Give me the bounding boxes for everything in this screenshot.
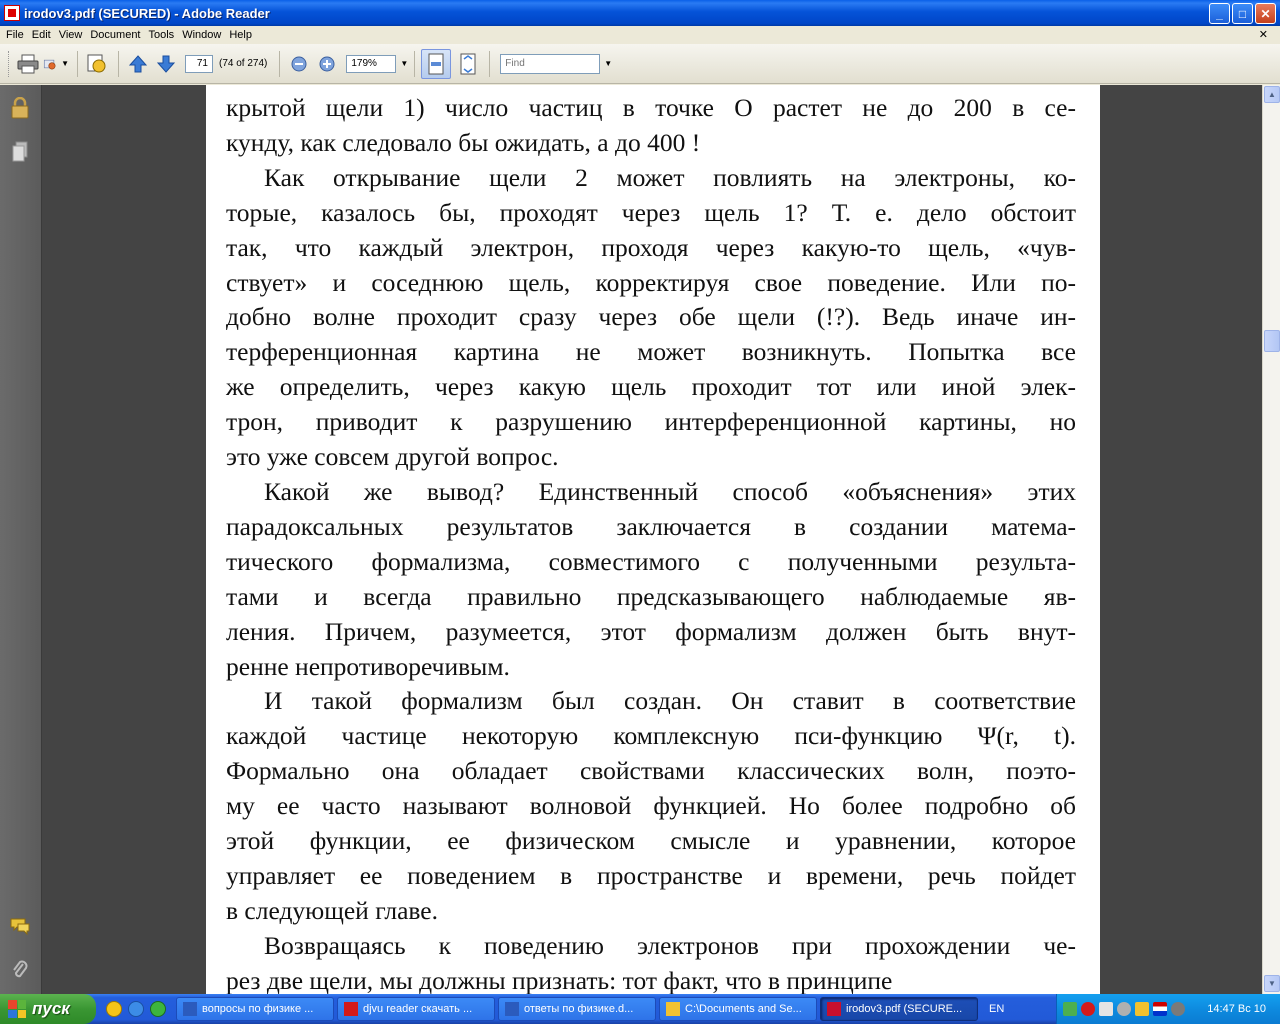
window-controls bbox=[1209, 3, 1276, 24]
toolbar-separator bbox=[77, 51, 78, 77]
vertical-scrollbar[interactable] bbox=[1262, 85, 1280, 994]
zoom-dropdown-icon[interactable]: ▼ bbox=[400, 59, 409, 68]
title-bar[interactable] bbox=[0, 0, 1280, 26]
menu-bar bbox=[0, 26, 1280, 44]
text-line: кунду, как следовало бы ожидать, а до 400 ! bbox=[226, 127, 701, 157]
arrow-up-icon bbox=[128, 54, 148, 74]
taskbar-button[interactable] bbox=[820, 997, 978, 1021]
menu-window[interactable]: Window bbox=[182, 29, 222, 41]
text-line: управляет ее поведением в пространстве и времени, речь пойдет bbox=[226, 860, 1076, 890]
system-tray bbox=[1056, 994, 1280, 1024]
pdf-page bbox=[206, 85, 1100, 994]
taskbar-button-label: irodov3.pdf (SECURE... bbox=[846, 1003, 963, 1015]
scroll-up-button[interactable]: ▲ bbox=[1264, 86, 1280, 103]
find-dropdown-icon[interactable]: ▼ bbox=[604, 59, 613, 68]
text-line: ствует» и соседнюю щель, корректируя свое поведение. Или по- bbox=[226, 267, 1076, 297]
minimize-button[interactable]: _ bbox=[1209, 3, 1230, 24]
page-text bbox=[226, 91, 1076, 994]
toolbar-separator bbox=[118, 51, 119, 77]
pages-icon[interactable] bbox=[9, 141, 31, 163]
quick-launch bbox=[96, 1001, 176, 1017]
toolbar-separator bbox=[279, 51, 280, 77]
text-line: рез две щели, мы должны признать: тот факт, что в принципе bbox=[226, 965, 893, 994]
internet-explorer-icon[interactable] bbox=[128, 1001, 144, 1017]
toolbar bbox=[0, 44, 1280, 84]
fit-width-button[interactable] bbox=[421, 49, 451, 79]
paragraph bbox=[226, 475, 1076, 684]
opera-icon bbox=[344, 1002, 358, 1016]
text-line: этой функции, ее физическом смысле и уравнении, которое bbox=[226, 826, 1076, 856]
lock-icon[interactable] bbox=[9, 97, 31, 119]
task-list bbox=[176, 997, 981, 1021]
pdf-icon bbox=[827, 1002, 841, 1016]
taskbar-button-label: ответы по физике.d... bbox=[524, 1003, 634, 1015]
text-line: в следующей главе. bbox=[226, 895, 438, 925]
tray-flag-icon[interactable] bbox=[1153, 1002, 1167, 1016]
taskbar-button[interactable] bbox=[659, 997, 817, 1021]
text-line: торые, казалось бы, проходят через щель 1? Т. е. дело обстоит bbox=[226, 197, 1076, 227]
comments-icon[interactable] bbox=[9, 915, 31, 937]
text-line: ления. Причем, разумеется, этот формализм должен быть внут- bbox=[226, 616, 1076, 646]
scroll-thumb[interactable] bbox=[1264, 330, 1280, 352]
zoom-level-input[interactable]: 179% bbox=[346, 55, 396, 73]
taskbar-button-label: вопросы по физике ... bbox=[202, 1003, 314, 1015]
scroll-down-button[interactable]: ▼ bbox=[1264, 975, 1280, 992]
search-button[interactable] bbox=[84, 51, 110, 77]
document-view[interactable] bbox=[42, 85, 1262, 994]
page-count-label: (74 of 274) bbox=[219, 58, 268, 69]
text-line: парадоксальных результатов заключается в создании матема- bbox=[226, 511, 1076, 541]
aimp-icon[interactable] bbox=[106, 1001, 122, 1017]
windows-logo-icon bbox=[8, 1000, 26, 1018]
text-line: крытой щели 1) число частиц в точке O растет не до 200 в се- bbox=[226, 93, 1076, 122]
close-button[interactable]: ✕ bbox=[1255, 3, 1276, 24]
attachments-icon[interactable] bbox=[9, 959, 31, 981]
text-line: тами и всегда правильно предсказывающего наблюдаемые яв- bbox=[226, 581, 1076, 611]
paragraph bbox=[226, 929, 1076, 994]
text-line: Формально она обладает свойствами классических волн, поэто- bbox=[226, 756, 1076, 786]
folder-icon bbox=[666, 1002, 680, 1016]
navigation-pane bbox=[0, 85, 42, 994]
tray-opera-icon[interactable] bbox=[1081, 1002, 1095, 1016]
word-icon bbox=[183, 1002, 197, 1016]
text-line: И такой формализм был создан. Он ставит в соответствие bbox=[264, 686, 1076, 716]
menu-tools[interactable]: Tools bbox=[148, 29, 175, 41]
search-document-icon bbox=[85, 53, 109, 75]
email-button[interactable] bbox=[43, 51, 69, 77]
text-line: же определить, через какую щель проходит тот или иной элек- bbox=[226, 372, 1076, 402]
full-screen-icon bbox=[459, 53, 477, 75]
clock[interactable]: 14:47 Вс 10 bbox=[1207, 1003, 1266, 1015]
zoom-in-icon bbox=[319, 56, 335, 72]
maximize-button[interactable]: □ bbox=[1232, 3, 1253, 24]
tray-settings-icon[interactable] bbox=[1117, 1002, 1131, 1016]
next-page-button[interactable] bbox=[153, 51, 179, 77]
print-button[interactable] bbox=[15, 51, 41, 77]
menu-help[interactable]: Help bbox=[229, 29, 252, 41]
start-label: пуск bbox=[32, 999, 70, 1018]
close-document-button[interactable]: ✕ bbox=[1258, 29, 1268, 41]
text-line: Как открывание щели 2 может повлиять на электроны, ко- bbox=[264, 162, 1076, 192]
menu-view[interactable]: View bbox=[58, 29, 83, 41]
text-line: терференционная картина не может возникнуть. Попытка все bbox=[226, 337, 1076, 367]
paragraph bbox=[226, 161, 1076, 475]
fit-width-icon bbox=[427, 53, 445, 75]
email-icon bbox=[43, 54, 57, 74]
toolbar-separator bbox=[489, 51, 490, 77]
toolbar-grip[interactable] bbox=[8, 51, 11, 77]
text-line: так, что каждый электрон, проходя через какую-то щель, «чув- bbox=[226, 232, 1076, 262]
arrow-down-icon bbox=[156, 54, 176, 74]
page-number-input[interactable]: 71 bbox=[185, 55, 213, 73]
menu-edit[interactable]: Edit bbox=[31, 29, 51, 41]
find-input[interactable] bbox=[500, 54, 600, 74]
text-line: му ее часто называют волновой функцией. Но более подробно об bbox=[226, 791, 1076, 821]
text-line: каждой частице некоторую комплексную пси-функцию Ψ(r, t). bbox=[226, 721, 1076, 751]
taskbar-button[interactable] bbox=[176, 997, 334, 1021]
previous-page-button[interactable] bbox=[125, 51, 151, 77]
taskbar-button[interactable] bbox=[498, 997, 656, 1021]
word-icon bbox=[505, 1002, 519, 1016]
menu-file[interactable]: File bbox=[6, 29, 24, 41]
adobe-reader-icon bbox=[4, 5, 20, 21]
zoom-in-button[interactable] bbox=[314, 51, 340, 77]
text-line: Возвращаясь к поведению электронов при прохождении че- bbox=[264, 930, 1076, 960]
menu-document[interactable]: Document bbox=[90, 29, 141, 41]
zoom-out-button[interactable] bbox=[286, 51, 312, 77]
text-line: тического формализма, совместимого с полученными результа- bbox=[226, 546, 1076, 576]
tray-update-icon[interactable] bbox=[1171, 1002, 1185, 1016]
printer-icon bbox=[17, 54, 39, 74]
window-title: irodov3.pdf (SECURED) - Adobe Reader bbox=[24, 5, 270, 21]
taskbar-button[interactable] bbox=[337, 997, 495, 1021]
taskbar-button-label: djvu reader скачать ... bbox=[363, 1003, 473, 1015]
tray-sound-icon[interactable] bbox=[1135, 1002, 1149, 1016]
tray-network-icon[interactable] bbox=[1063, 1002, 1077, 1016]
taskbar bbox=[0, 994, 1280, 1024]
tray-security-icon[interactable] bbox=[1099, 1002, 1113, 1016]
zoom-out-icon bbox=[291, 56, 307, 72]
taskbar-button-label: C:\Documents and Se... bbox=[685, 1003, 802, 1015]
full-screen-button[interactable] bbox=[455, 51, 481, 77]
text-line: добно волне проходит сразу через обе щели (!?). Ведь иначе ин- bbox=[226, 302, 1076, 332]
text-line: это уже совсем другой вопрос. bbox=[226, 442, 559, 472]
paragraph bbox=[226, 91, 1076, 161]
start-button[interactable] bbox=[0, 994, 96, 1024]
paragraph bbox=[226, 684, 1076, 928]
toolbar-separator bbox=[414, 51, 415, 77]
icq-icon[interactable] bbox=[150, 1001, 166, 1017]
chevron-down-icon: ▼ bbox=[61, 59, 69, 68]
language-indicator[interactable]: EN bbox=[989, 1003, 1005, 1015]
text-line: трон, приводит к разрушению интерференционной картины, но bbox=[226, 407, 1076, 437]
text-line: ренне непротиворечивым. bbox=[226, 651, 510, 681]
text-line: Какой же вывод? Единственный способ «объяснения» этих bbox=[264, 476, 1076, 506]
